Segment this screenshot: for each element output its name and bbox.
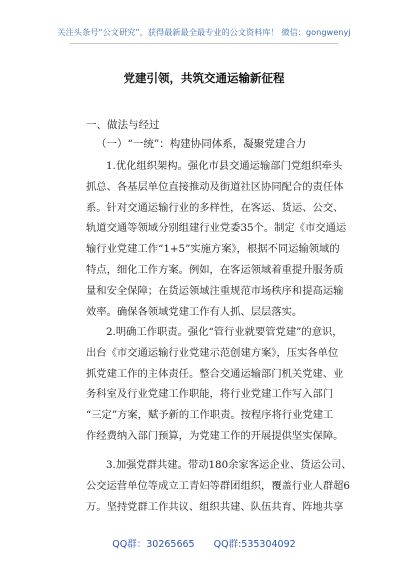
- header-banner: 关注头条号“公文研究”，获得最新最全最专业的公文资料库！ 微信：gongwenyj: [57, 27, 351, 37]
- paragraph-line: 轨道交通等领域分别组建行业党委35个。制定《市交通运: [86, 222, 347, 235]
- paragraph-line: 3.加强党群共建。带动180余家客运企业、货运公司、: [106, 459, 352, 471]
- paragraph-line: 2.明确工作职责。强化“管行业就要管党建”的意识，: [106, 326, 343, 338]
- document-title: 党建引领，共筑交通运输新征程: [123, 71, 285, 85]
- paragraph-party-mass: [86, 455, 351, 517]
- paragraph-line: “三定”方案，赋予新的工作职责。按程序将行业党建工: [86, 409, 334, 422]
- paragraph-organization: [86, 156, 351, 322]
- paragraph-line: 公交运营单位等成立工青妇等群团组织，覆盖行业人群超6: [86, 479, 350, 492]
- paragraph-line: 作经费纳入部门预算，为党建工作的开展提供坚实保障。: [86, 429, 344, 442]
- footer-qq-group-2: QQ群:535304092: [213, 539, 296, 550]
- subsection-heading: （一）“一统”：构建协同体系，凝聚党建合力: [96, 138, 307, 150]
- paragraph-line: 效率。确保各领域党建工作有人抓、层层落实。: [86, 305, 303, 318]
- header-divider: [70, 43, 338, 44]
- paragraph-line: 系。针对交通运输行业的多样性，在客运、货运、公交、: [86, 201, 344, 214]
- footer-contacts: [0, 536, 408, 550]
- paragraph-line: 出台《市交通运输行业党建示范创建方案》，压实各单位: [86, 346, 339, 359]
- paragraph-line: 特点，细化工作方案。例如，在客运领域着重提升服务质: [86, 263, 344, 276]
- paragraph-responsibilities: [86, 322, 351, 447]
- paragraph-line: 量和安全保障；在货运领域注重规范市场秩序和提高运输: [86, 284, 344, 297]
- footer-qq-group-1: QQ群：30265665: [112, 539, 195, 550]
- paragraph-line: 万。坚持党群工作共议、组织共建、队伍共育、阵地共享: [86, 500, 344, 513]
- paragraph-line: 抓总、各基层单位直接推动及街道社区协同配合的责任体: [86, 180, 344, 193]
- paragraph-line: 输行业党建工作“1+5”实施方案》，根据不同运输领域的: [86, 243, 340, 256]
- paragraph-line: 抓党建工作的主体责任。整合交通运输部门机关党建、业: [86, 367, 344, 380]
- section-heading: 一、做法与经过: [86, 119, 160, 131]
- paragraph-line: 1.优化组织架构。强化市县交通运输部门党组织牵头: [106, 160, 343, 172]
- paragraph-line: 务科室及行业党建工作职能，将行业党建工作写入部门: [86, 388, 334, 401]
